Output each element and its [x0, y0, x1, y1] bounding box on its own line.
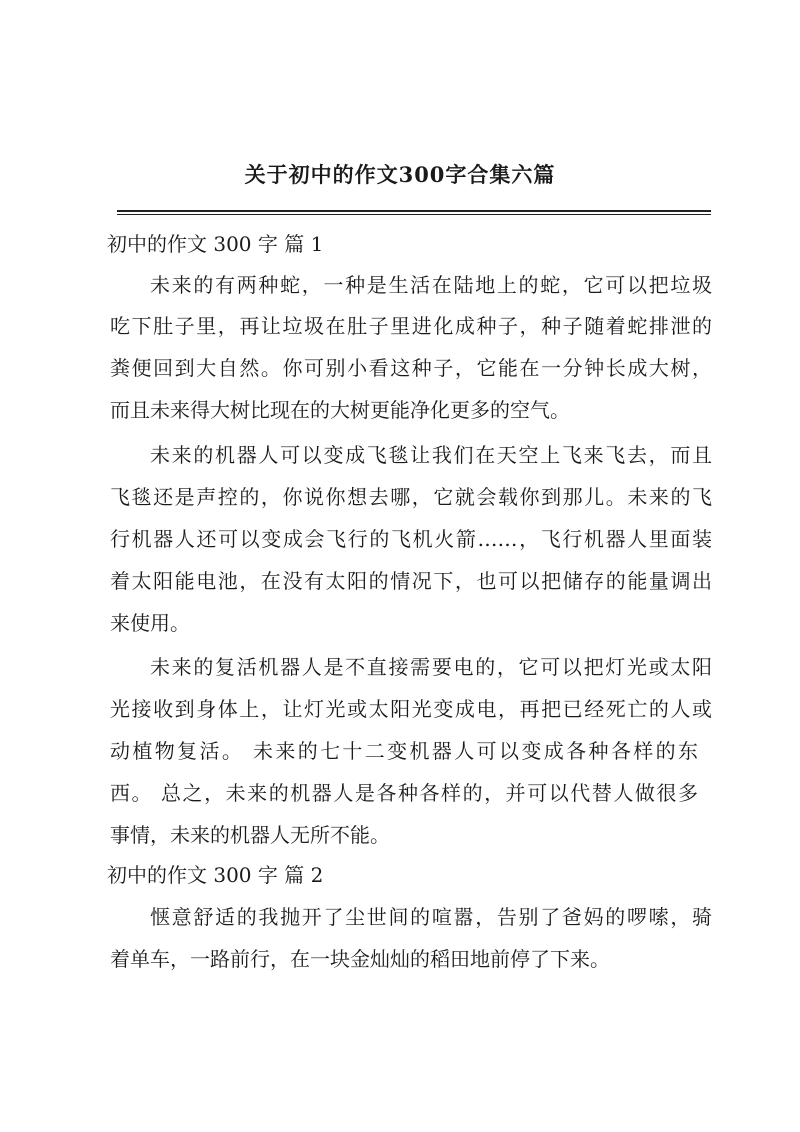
paragraph-line: 事情，未来的机器人无所不能。 — [110, 823, 390, 847]
paragraph-line: 光接收到身体上，让灯光或太阳光变成电，再把已经死亡的人或 — [110, 697, 712, 721]
page-title: 关于初中的作文300字合集六篇 — [244, 162, 556, 187]
paragraph-line: 而且未来得大树比现在的大树更能净化更多的空气。 — [110, 398, 570, 422]
paragraph-line: 惬意舒适的我抛开了尘世间的喧嚣，告别了爸妈的啰嗦，骑 — [150, 905, 712, 929]
paragraph-line: 西。 总之，未来的机器人是各种各样的，并可以代替人做很多 — [110, 781, 698, 805]
paragraph-line: 粪便回到大自然。你可别小看这种子，它能在一分钟长成大树， — [110, 356, 712, 380]
paragraph-line: 动植物复活。 未来的七十二变机器人可以变成各种各样的东 — [110, 739, 698, 763]
section-heading: 初中的作文 300 字 篇 2 — [107, 863, 324, 887]
paragraph-line: 未来的复活机器人是不直接需要电的，它可以把灯光或太阳 — [150, 655, 712, 679]
title-divider — [117, 210, 711, 215]
paragraph-line: 未来的有两种蛇，一种是生活在陆地上的蛇，它可以把垃圾 — [150, 273, 712, 297]
section-heading: 初中的作文 300 字 篇 1 — [107, 232, 324, 256]
paragraph-line: 飞毯还是声控的，你说你想去哪，它就会载你到那儿。未来的飞 — [110, 485, 712, 509]
paragraph-line: 未来的机器人可以变成飞毯让我们在天空上飞来飞去，而且 — [150, 443, 712, 467]
paragraph-line: 吃下肚子里，再让垃圾在肚子里进化成种子，种子随着蛇排泄的 — [110, 314, 712, 338]
paragraph-line: 来使用。 — [110, 611, 190, 635]
paragraph-line: 着太阳能电池，在没有太阳的情况下，也可以把储存的能量调出 — [110, 569, 712, 593]
paragraph-line: 着单车，一路前行，在一块金灿灿的稻田地前停了下来。 — [110, 947, 610, 971]
paragraph-line: 行机器人还可以变成会飞行的飞机火箭……，飞行机器人里面装 — [110, 527, 712, 551]
